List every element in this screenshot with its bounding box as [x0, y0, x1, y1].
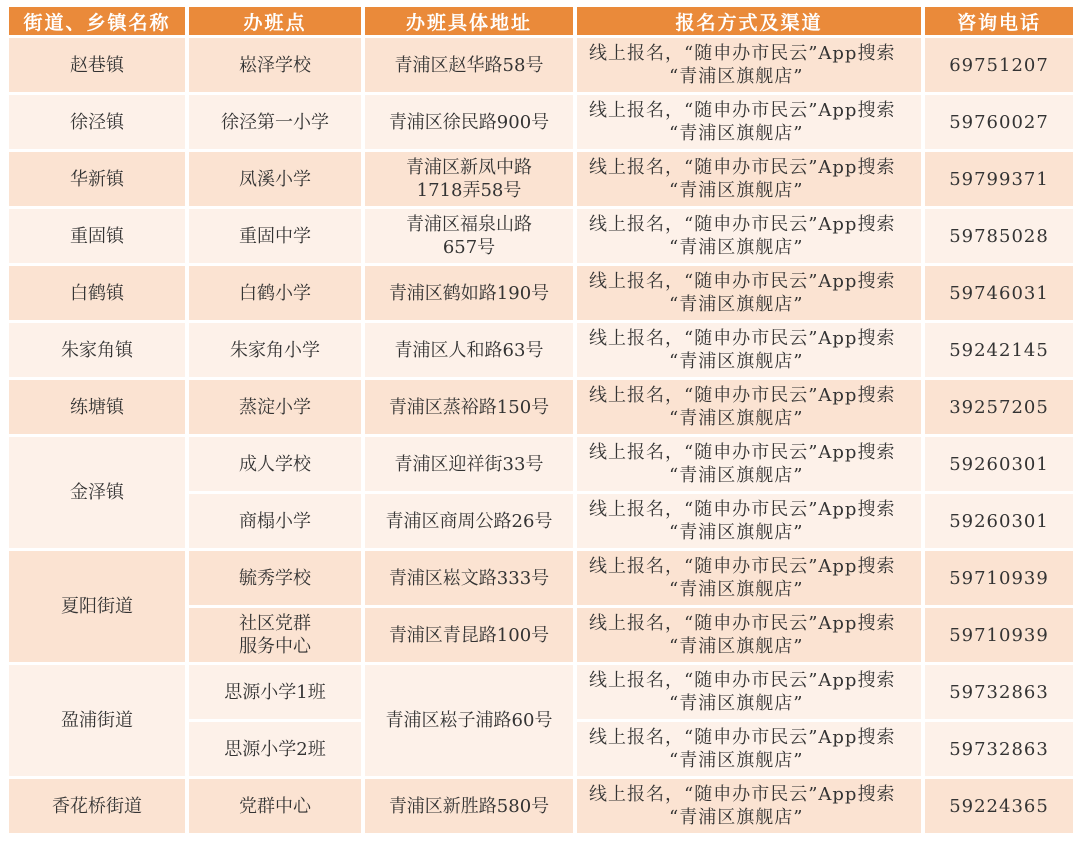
- method-line-2: “青浦区旗舰店”: [669, 522, 804, 543]
- method-line-1: 线上报名，“随申办市民云”App搜索: [589, 271, 896, 292]
- method-line-2: “青浦区旗舰店”: [669, 807, 804, 828]
- method-line-2: “青浦区旗舰店”: [669, 294, 804, 315]
- site-cell: 崧泽学校: [189, 38, 361, 92]
- address-cell: 青浦区鹤如路190号: [365, 266, 573, 320]
- method-cell: [577, 494, 921, 548]
- method-line-2: “青浦区旗舰店”: [669, 579, 804, 600]
- site-cell: 毓秀学校: [189, 551, 361, 605]
- phone-cell: 59799371: [925, 152, 1073, 206]
- method-line-2: “青浦区旗舰店”: [669, 465, 804, 486]
- site-cell: 凤溪小学: [189, 152, 361, 206]
- table-row: [9, 437, 1073, 491]
- address-cell: 青浦区迎祥街33号: [365, 437, 573, 491]
- site-cell: 思源小学2班: [189, 722, 361, 776]
- phone-cell: 59242145: [925, 323, 1073, 377]
- method-line-1: 线上报名，“随申办市民云”App搜索: [589, 385, 896, 406]
- header-site: 办班点: [189, 7, 361, 35]
- table-row: [9, 323, 1073, 377]
- district-cell: 金泽镇: [9, 437, 185, 548]
- address-cell: 青浦区福泉山路 657号: [365, 209, 573, 263]
- site-cell: 蒸淀小学: [189, 380, 361, 434]
- header-row: [9, 7, 1073, 35]
- address-cell: 青浦区新凤中路 1718弄58号: [365, 152, 573, 206]
- method-line-1: 线上报名，“随申办市民云”App搜索: [589, 157, 896, 178]
- district-cell: 徐泾镇: [9, 95, 185, 149]
- site-cell: 成人学校: [189, 437, 361, 491]
- method-cell: [577, 152, 921, 206]
- address-cell: 青浦区崧文路333号: [365, 551, 573, 605]
- district-cell: 赵巷镇: [9, 38, 185, 92]
- method-line-1: 线上报名，“随申办市民云”App搜索: [589, 613, 896, 634]
- method-cell: [577, 38, 921, 92]
- header-phone: 咨询电话: [925, 7, 1073, 35]
- enrollment-table: [5, 4, 1077, 836]
- phone-cell: 59260301: [925, 494, 1073, 548]
- method-line-2: “青浦区旗舰店”: [669, 66, 804, 87]
- method-cell: [577, 209, 921, 263]
- method-line-2: “青浦区旗舰店”: [669, 123, 804, 144]
- phone-cell: 59760027: [925, 95, 1073, 149]
- method-line-2: “青浦区旗舰店”: [669, 693, 804, 714]
- site-cell: 思源小学1班: [189, 665, 361, 719]
- site-cell: 商榻小学: [189, 494, 361, 548]
- district-cell: 华新镇: [9, 152, 185, 206]
- method-line-2: “青浦区旗舰店”: [669, 636, 804, 657]
- method-line-1: 线上报名，“随申办市民云”App搜索: [589, 784, 896, 805]
- phone-cell: 59710939: [925, 608, 1073, 662]
- header-district: 街道、乡镇名称: [9, 7, 185, 35]
- table-row: [9, 665, 1073, 719]
- address-cell: 青浦区青昆路100号: [365, 608, 573, 662]
- method-cell: [577, 722, 921, 776]
- address-cell: 青浦区蒸裕路150号: [365, 380, 573, 434]
- method-line-1: 线上报名，“随申办市民云”App搜索: [589, 727, 896, 748]
- district-cell: 练塘镇: [9, 380, 185, 434]
- site-cell: 社区党群 服务中心: [189, 608, 361, 662]
- table-row: [9, 779, 1073, 833]
- phone-cell: 39257205: [925, 380, 1073, 434]
- method-line-1: 线上报名，“随申办市民云”App搜索: [589, 499, 896, 520]
- method-cell: [577, 380, 921, 434]
- method-cell: [577, 779, 921, 833]
- site-cell: 朱家角小学: [189, 323, 361, 377]
- method-line-1: 线上报名，“随申办市民云”App搜索: [589, 100, 896, 121]
- phone-cell: 59732863: [925, 665, 1073, 719]
- method-line-1: 线上报名，“随申办市民云”App搜索: [589, 214, 896, 235]
- address-cell: 青浦区新胜路580号: [365, 779, 573, 833]
- method-line-1: 线上报名，“随申办市民云”App搜索: [589, 442, 896, 463]
- address-cell: 青浦区崧子浦路60号: [365, 665, 573, 776]
- method-line-1: 线上报名，“随申办市民云”App搜索: [589, 43, 896, 64]
- district-cell: 盈浦街道: [9, 665, 185, 776]
- method-cell: [577, 551, 921, 605]
- method-line-2: “青浦区旗舰店”: [669, 408, 804, 429]
- address-cell: 青浦区徐民路900号: [365, 95, 573, 149]
- site-cell: 白鹤小学: [189, 266, 361, 320]
- header-address: 办班具体地址: [365, 7, 573, 35]
- method-cell: [577, 437, 921, 491]
- phone-cell: 69751207: [925, 38, 1073, 92]
- address-cell: 青浦区人和路63号: [365, 323, 573, 377]
- method-line-2: “青浦区旗舰店”: [669, 180, 804, 201]
- district-cell: 重固镇: [9, 209, 185, 263]
- method-cell: [577, 95, 921, 149]
- table-row: [9, 209, 1073, 263]
- method-line-1: 线上报名，“随申办市民云”App搜索: [589, 670, 896, 691]
- method-line-2: “青浦区旗舰店”: [669, 750, 804, 771]
- phone-cell: 59785028: [925, 209, 1073, 263]
- site-cell: 重固中学: [189, 209, 361, 263]
- table-row: [9, 95, 1073, 149]
- method-line-1: 线上报名，“随申办市民云”App搜索: [589, 556, 896, 577]
- district-cell: 白鹤镇: [9, 266, 185, 320]
- site-cell: 党群中心: [189, 779, 361, 833]
- method-line-2: “青浦区旗舰店”: [669, 237, 804, 258]
- table-row: [9, 551, 1073, 605]
- method-cell: [577, 266, 921, 320]
- address-cell: 青浦区赵华路58号: [365, 38, 573, 92]
- method-line-2: “青浦区旗舰店”: [669, 351, 804, 372]
- method-line-1: 线上报名，“随申办市民云”App搜索: [589, 328, 896, 349]
- district-cell: 朱家角镇: [9, 323, 185, 377]
- phone-cell: 59732863: [925, 722, 1073, 776]
- district-cell: 香花桥街道: [9, 779, 185, 833]
- table-row: [9, 152, 1073, 206]
- table-row: [9, 38, 1073, 92]
- phone-cell: 59224365: [925, 779, 1073, 833]
- table-row: [9, 266, 1073, 320]
- phone-cell: 59710939: [925, 551, 1073, 605]
- method-cell: [577, 608, 921, 662]
- site-cell: 徐泾第一小学: [189, 95, 361, 149]
- phone-cell: 59260301: [925, 437, 1073, 491]
- header-method: 报名方式及渠道: [577, 7, 921, 35]
- district-cell: 夏阳街道: [9, 551, 185, 662]
- phone-cell: 59746031: [925, 266, 1073, 320]
- address-cell: 青浦区商周公路26号: [365, 494, 573, 548]
- table-row: [9, 380, 1073, 434]
- method-cell: [577, 323, 921, 377]
- method-cell: [577, 665, 921, 719]
